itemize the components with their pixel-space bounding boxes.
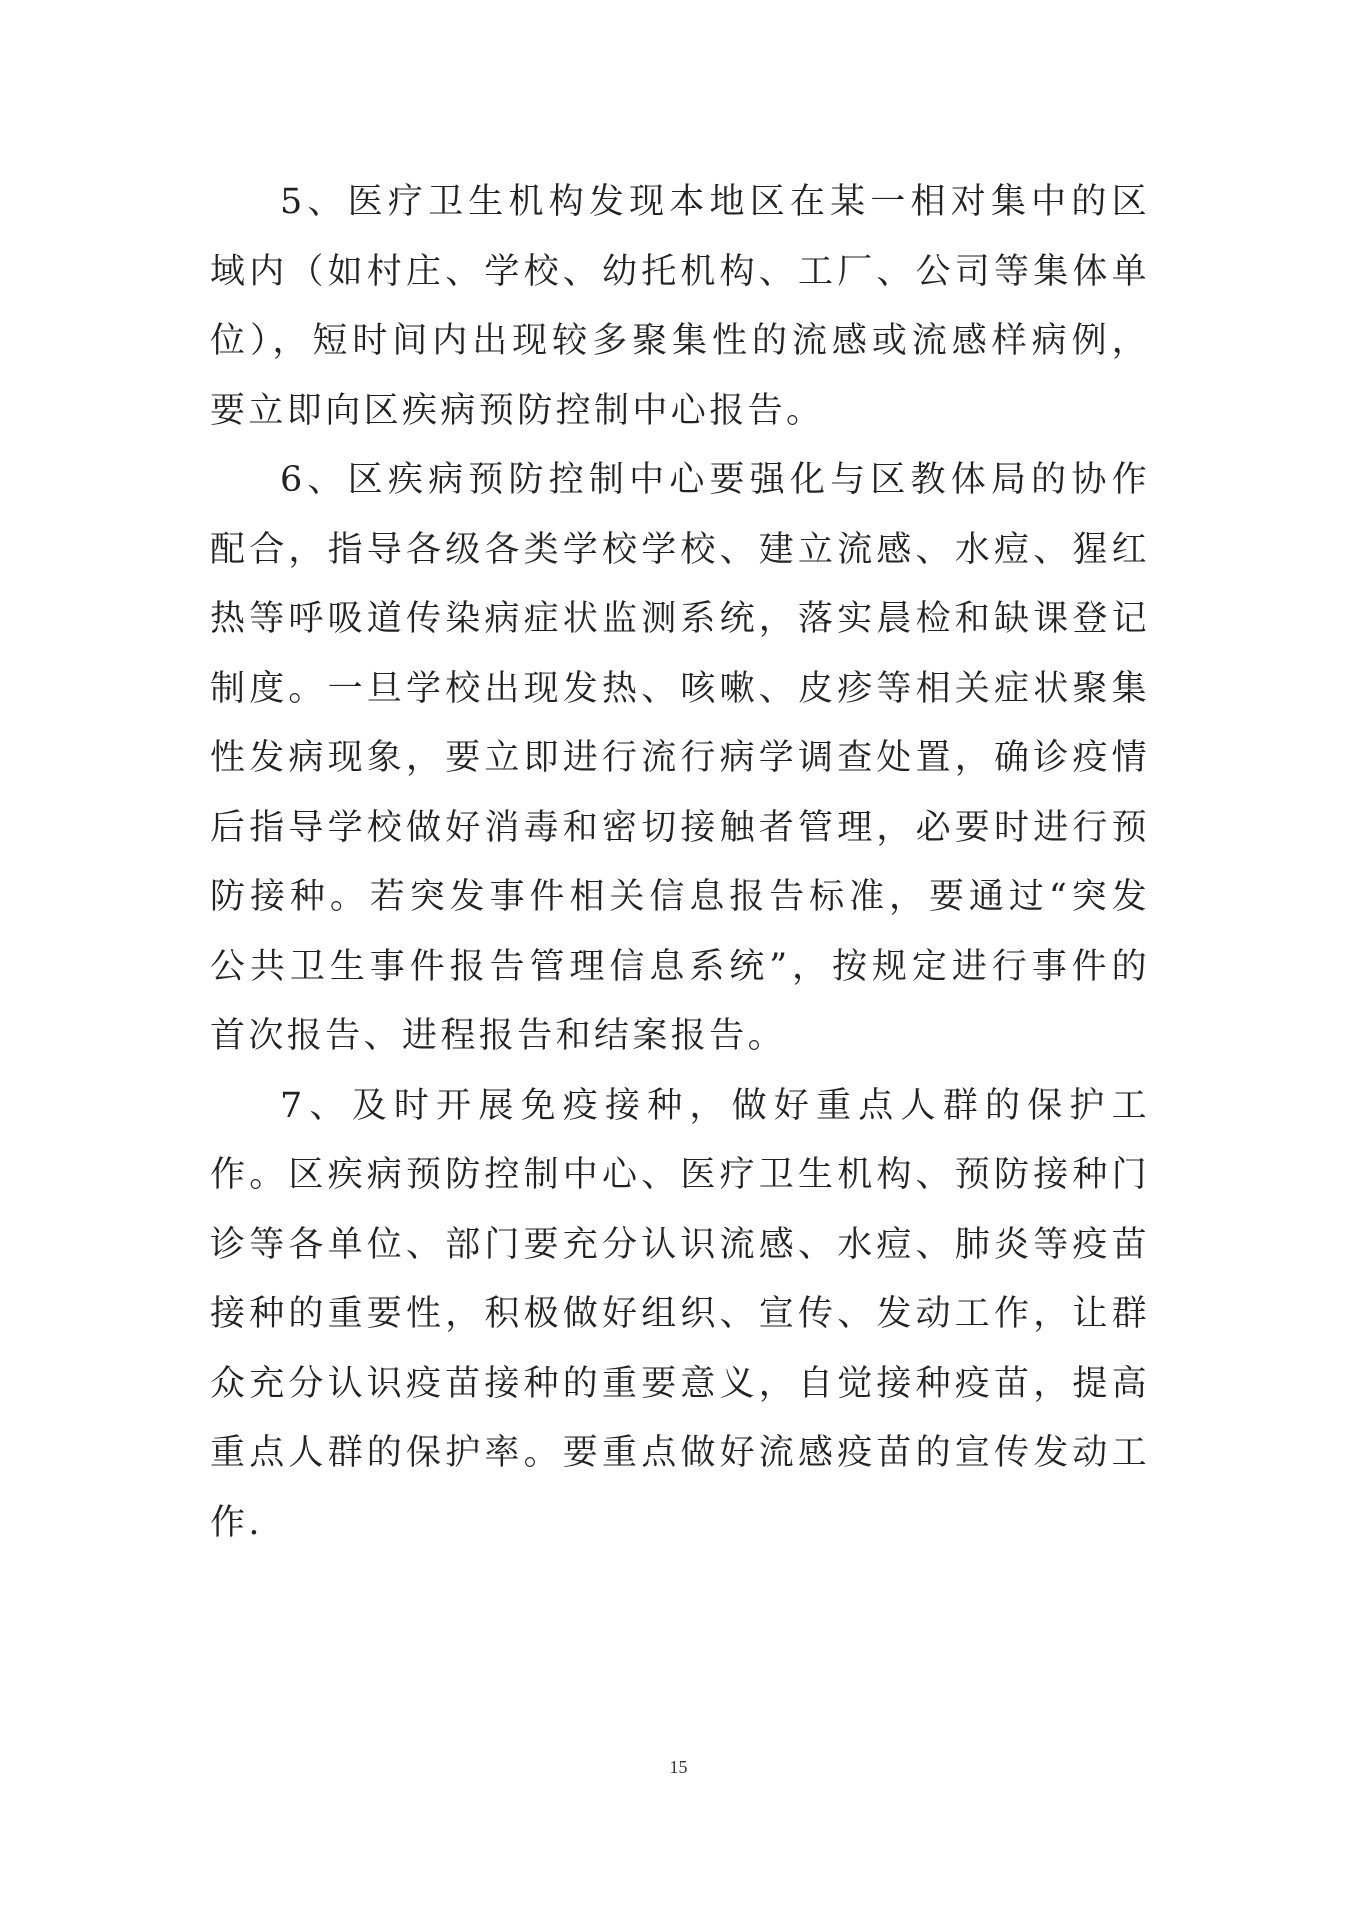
paragraph-item-5: 5、医疗卫生机构发现本地区在某一相对集中的区域内（如村庄、学校、幼托机构、工厂、公司等集体单位），短时间内出现较多聚集性的流感或流感样病例，要立即向区疾病预防控制中心报告。 (210, 182, 1150, 431)
paragraph-item-6: 6、区疾病预防控制中心要强化与区教体局的协作配合，指导各级各类学校学校、建立流感、水痘、猩红热等呼吸道传染病症状监测系统，落实晨检和缺课登记制度。一旦学校出现发热、咳嗽、皮疹等相关症状聚集性发病现象，要立即进行流行病学调查处置，确诊疫情后指导学校做好消毒和密切接触者管理，必要时进行预防接种。若突发事件相关信息报告标准，要通过“突发公共卫生事件报告管理信息系统”，按规定进行事件的首次报告、进程报告和结案报告。 (210, 460, 1150, 1056)
paragraph-item-7: 7、及时开展免疫接种，做好重点人群的保护工作。区疾病预防控制中心、医疗卫生机构、预防接种门诊等各单位、部门要充分认识流感、水痘、肺炎等疫苗接种的重要性，积极做好组织、宣传、发动工作，让群众充分认识疫苗接种的重要意义，自觉接种疫苗，提高重点人群的保护率。要重点做好流感疫苗的宣传发动工作. (210, 1085, 1150, 1543)
document-body (210, 168, 1150, 1558)
page-number: 15 (669, 1757, 688, 1777)
